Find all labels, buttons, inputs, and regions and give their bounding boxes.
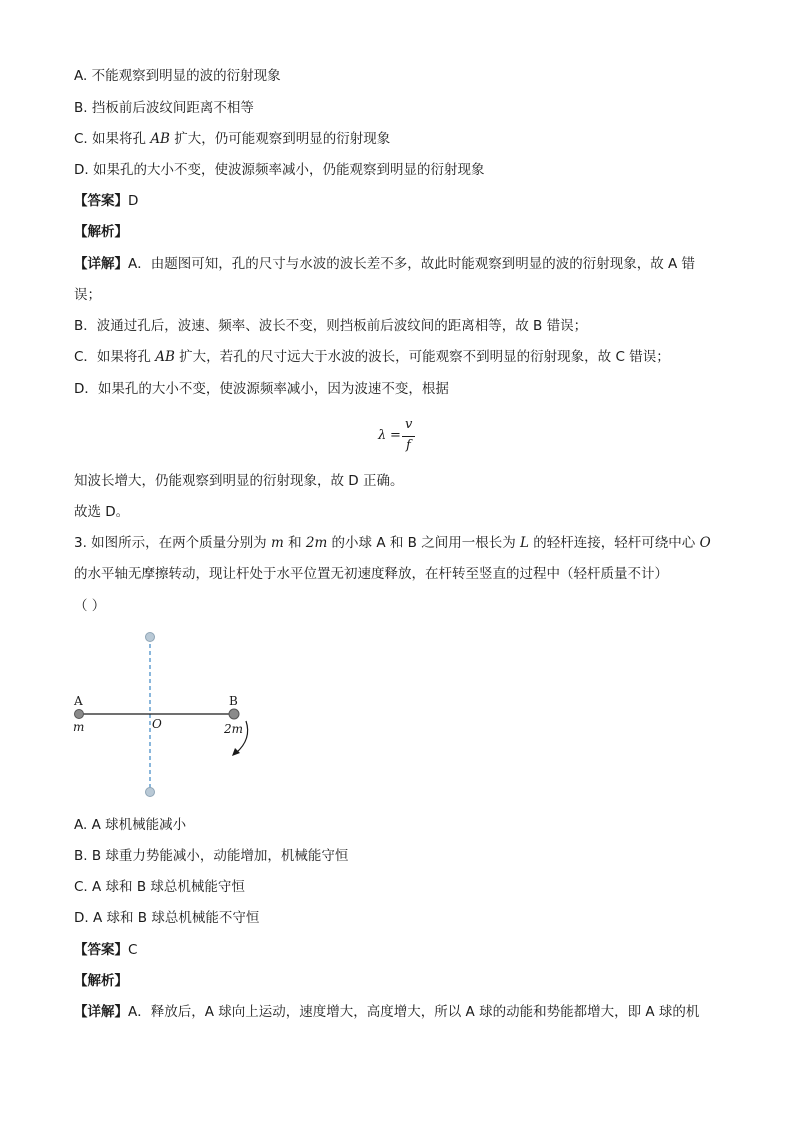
q3-stem-part2: 和	[283, 535, 306, 551]
q2-detail-a-line1	[74, 254, 695, 274]
q2-detail-c-var: AB	[155, 349, 175, 365]
formula-numerator: v	[405, 417, 413, 432]
q2-analysis-label	[74, 222, 128, 242]
q3-analysis-label	[74, 971, 128, 991]
rod-rotation-figure	[60, 625, 270, 805]
q3-stem-line1	[74, 533, 711, 553]
q3-option-b: B. B 球重力势能减小，动能增加，机械能守恒	[74, 848, 349, 864]
wavelength-formula	[376, 417, 426, 457]
q3-option-d: D. A 球和 B 球总机械能不守恒	[74, 910, 260, 926]
q3-analysis-tag: 【解析】	[74, 973, 128, 989]
q2-option-d: D. 如果孔的大小不变，使波源频率减小，仍能观察到明显的衍射现象	[74, 162, 485, 178]
label-a: A	[74, 694, 83, 708]
ball-a	[75, 710, 84, 719]
mass-label-b: 2m	[224, 722, 244, 736]
q3-option-c: C. A 球和 B 球总机械能守恒	[74, 879, 245, 895]
formula-equals: =	[390, 428, 401, 443]
q2-detail-d: D．如果孔的大小不变，使波源频率减小，因为波速不变，根据	[74, 381, 449, 397]
q3-answer-value: C	[128, 942, 138, 958]
q3-length-l: L	[520, 535, 529, 551]
mass-label-a: m	[73, 720, 85, 734]
q2-detail-a-text: A．由题图可知，孔的尺寸与水波的波长差不多，故此时能观察到明显的波的衍射现象，故 A 错	[128, 256, 696, 272]
q2-answer-label: 【答案】	[74, 193, 128, 209]
q2-option-a: A. 不能观察到明显的波的衍射现象	[74, 68, 281, 84]
q3-option-a: A. A 球机械能减小	[74, 817, 187, 833]
q2-option-c-pre: C. 如果将孔	[74, 131, 151, 147]
label-b: B	[229, 694, 238, 708]
q2-answer-value: D	[128, 193, 139, 209]
q3-answer	[74, 940, 137, 960]
q2-detail-label: 【详解】	[74, 256, 128, 272]
q3-mass-2m: 2m	[305, 535, 328, 551]
q3-stem-part4: 的轻杆连接，轻杆可绕中心	[528, 535, 700, 551]
rotation-arrow-head	[232, 748, 240, 756]
q2-detail-c-post: 扩大，若孔的尺寸远大于水波的波长，可能观察不到明显的衍射现象，故 C 错误；	[174, 349, 670, 365]
q2-option-c-post: 扩大，仍可能观察到明显的衍射现象	[169, 131, 391, 147]
ghost-ball-top	[146, 633, 155, 642]
q3-center-o: O	[699, 535, 711, 551]
formula-fraction-bar	[402, 436, 415, 437]
ghost-ball-bottom	[146, 788, 155, 797]
q3-stem-part1: 3. 如图所示，在两个质量分别为	[74, 535, 271, 551]
q3-mass-m: m	[270, 535, 284, 551]
q3-stem-line2: 的水平轴无摩擦转动，现让杆处于水平位置无初速度释放，在杆转至竖直的过程中（轻杆质量不计）	[74, 566, 668, 582]
q2-answer	[74, 191, 138, 211]
q2-analysis-tag: 【解析】	[74, 224, 128, 240]
q3-detail-label: 【详解】	[74, 1004, 128, 1020]
q3-detail	[74, 1002, 699, 1022]
q2-choose: 故选 D。	[74, 504, 130, 520]
q3-detail-text: A．释放后，A 球向上运动，速度增大，高度增大，所以 A 球的动能和势能都增大，即 A 球的机	[128, 1004, 700, 1020]
q2-option-c-var: AB	[150, 131, 170, 147]
q2-conclusion: 知波长增大，仍能观察到明显的衍射现象，故 D 正确。	[74, 473, 404, 489]
q2-option-b: B. 挡板前后波纹间距离不相等	[74, 100, 254, 116]
ball-b	[229, 709, 239, 719]
formula-lambda: λ	[378, 428, 387, 443]
q3-stem-bracket: （ ）	[74, 598, 106, 614]
q2-detail-a-line2: 误；	[74, 287, 101, 303]
q2-detail-c	[74, 347, 670, 367]
q2-option-c	[74, 129, 390, 149]
label-o: O	[152, 717, 162, 731]
q3-stem-part3: 的小球 A 和 B 之间用一根长为	[327, 535, 521, 551]
q2-detail-b: B．波通过孔后，波速、频率、波长不变，则挡板前后波纹间的距离相等，故 B 错误；	[74, 318, 588, 334]
q3-answer-label: 【答案】	[74, 942, 128, 958]
q2-detail-c-pre: C．如果将孔	[74, 349, 156, 365]
formula-denominator: f	[406, 438, 411, 453]
